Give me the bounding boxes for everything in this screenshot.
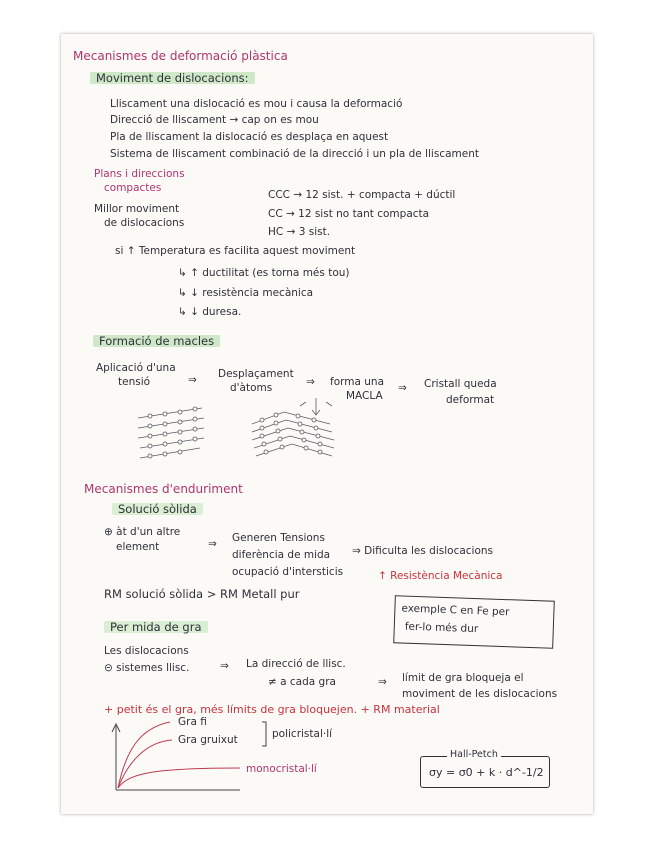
step1-line1: Aplicació d'una: [96, 362, 176, 374]
page-title: Mecanismes de deformació plàstica: [73, 49, 288, 63]
limit-gra-line2: moviment de les dislocacions: [402, 688, 558, 700]
section-heading-dislocations: Moviment de dislocacions:: [90, 72, 255, 85]
ccc-line: CCC → 12 sist. + compacta + dúctil: [268, 189, 456, 201]
arrow-4: ⇒: [208, 538, 217, 550]
petit-gra-line: + petit és el gra, més límits de gra bloquejen. + RM material: [104, 703, 440, 716]
diferencia-mida: diferència de mida: [232, 549, 331, 561]
plans-label: Plans i direccions: [94, 168, 185, 180]
arrow-5: ⇒: [220, 660, 229, 672]
section-heading-macles: Formació de macles: [93, 335, 220, 348]
hall-petch-box: [420, 749, 550, 788]
arrow-2: ⇒: [306, 376, 315, 388]
hall-petch-label: Hall-Petch: [447, 749, 501, 761]
heading-solucio-solida: Solució sòlida: [112, 503, 203, 516]
rm-comparison: RM solució sòlida > RM Metall pur: [104, 587, 300, 601]
step4-line1: Cristall queda: [424, 378, 497, 390]
dislocacions-label: de dislocacions: [104, 217, 185, 229]
example-line2: fer-lo més dur: [404, 620, 479, 636]
hc-line: HC → 3 sist.: [268, 226, 331, 238]
label-policristal: policristal·lí: [272, 728, 333, 740]
resistencia-line: ↑ Resistència Mecànica: [378, 570, 503, 582]
def-direccio: Direcció de lliscament → cap on es mou: [110, 114, 319, 126]
ocupacio-intersticis: ocupació d'intersticis: [232, 566, 344, 578]
arrow-3: ⇒: [398, 382, 407, 394]
step3-line2: MACLA: [346, 390, 383, 402]
label-monocristal: monocristal·lí: [246, 763, 317, 775]
element-label: element: [116, 541, 160, 553]
temperature-line: si ↑ Temperatura es facilita aquest moviment: [115, 245, 356, 257]
les-dislocacions: Les dislocacions: [104, 645, 189, 657]
effect-hardness: ↳ ↓ duresa.: [178, 306, 242, 318]
cc-line: CC → 12 sist no tant compacta: [268, 208, 430, 220]
step3-line1: forma una: [330, 376, 384, 388]
arrow-1: ⇒: [188, 374, 197, 386]
label-gra-fi: Gra fi: [178, 716, 207, 728]
section-title-enduriment: Mecanismes d'enduriment: [84, 482, 243, 496]
hall-petch-formula: σy = σ0 + k · d^-1/2: [429, 766, 544, 779]
step1-line2: tensió: [118, 376, 151, 388]
sistemes-llisc: ⊝ sistemes llisc.: [104, 662, 190, 674]
diferent-gra: ≠ a cada gra: [268, 676, 336, 688]
dificulta-line: ⇒ Dificulta les dislocacions: [352, 545, 494, 557]
step2-line2: d'àtoms: [230, 382, 273, 394]
arrow-6: ⇒: [378, 676, 387, 688]
def-pla: Pla de lliscament la dislocació es desplaça en aquest: [110, 131, 389, 143]
heading-mida-gra: Per mida de gra: [104, 621, 208, 634]
def-sistema: Sistema de lliscament combinació de la direcció i un pla de lliscament: [110, 148, 479, 160]
direccio-llisc: La direcció de llisc.: [246, 658, 346, 670]
effect-ductility: ↳ ↑ ductilitat (es torna més tou): [178, 267, 350, 279]
effect-resistance: ↳ ↓ resistència mecànica: [178, 287, 314, 299]
plus-atom: ⊕ àt d'un altre: [104, 526, 181, 538]
compactes-label: compactes: [104, 182, 162, 194]
def-lliscament: Lliscament una dislocació es mou i causa la deformació: [110, 98, 403, 110]
generen-tensions: Generen Tensions: [232, 532, 325, 544]
step2-line1: Desplaçament: [218, 368, 294, 380]
label-gra-gruixut: Gra gruixut: [178, 734, 238, 746]
step4-line2: deformat: [446, 394, 495, 406]
example-line1: exemple C en Fe per: [401, 602, 510, 619]
limit-gra-line1: límit de gra bloqueja el: [402, 672, 524, 684]
millor-label: Millor moviment: [94, 203, 180, 215]
